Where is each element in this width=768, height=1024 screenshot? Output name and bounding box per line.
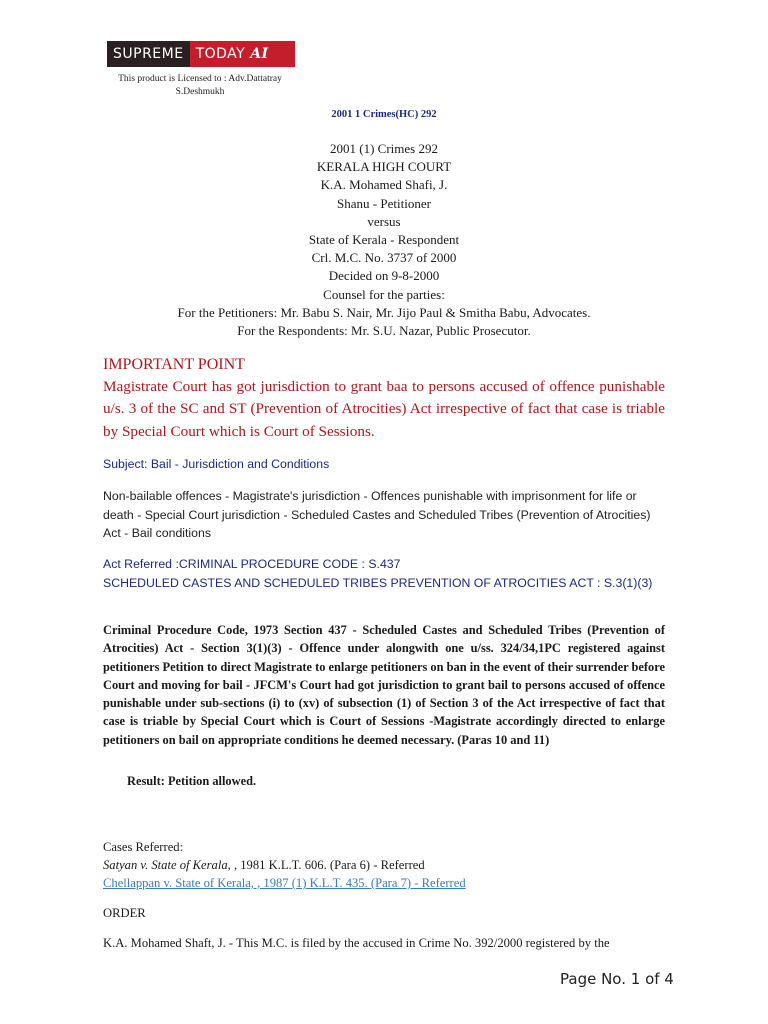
counsel-petitioners: For the Petitioners: Mr. Babu S. Nair, Mr. Jijo Paul & Smitha Babu, Advocates. bbox=[177, 304, 591, 320]
case-citation: 2001 (1) Crimes 292 bbox=[330, 141, 438, 156]
counsel-respondents: For the Respondents: Mr. S.U. Nazar, Public Prosecutor. bbox=[237, 323, 531, 339]
act-referred-line-2: SCHEDULED CASTES AND SCHEDULED TRIBES PREVENTION OF ATROCITIES ACT : S.3(1)(3) bbox=[103, 575, 653, 590]
license-note bbox=[100, 73, 300, 99]
case-1-detail: , , 1981 K.L.T. 606. (Para 6) - Referred bbox=[227, 858, 425, 872]
subject-line: Subject: Bail - Jurisdiction and Conditions bbox=[103, 457, 330, 471]
act-referred-line-1: Act Referred :CRIMINAL PROCEDURE CODE : S.437 bbox=[103, 557, 401, 571]
result-line: Result: Petition allowed. bbox=[127, 774, 257, 788]
license-line-1: This product is Licensed to : Adv.Dattatray bbox=[118, 74, 282, 84]
court-name: KERALA HIGH COURT bbox=[316, 159, 452, 175]
order-text: K.A. Mohamed Shaft, J. - This M.C. is filed by the accused in Crime No. 392/2000 registered by the bbox=[103, 936, 610, 950]
logo-supreme-text: SUPREME bbox=[113, 46, 184, 62]
petitioner: Shanu - Petitioner bbox=[337, 195, 431, 211]
important-point-text: Magistrate Court has got jurisdiction to grant baa to persons accused of offence punishable u/s. 3 of the SC and ST (Prevention of Atrocities) Act irrespective of fact that case is triable by Special Court which is Court of Sessions. bbox=[103, 378, 665, 440]
cases-referred-title: Cases Referred: bbox=[103, 840, 184, 854]
headnote-paragraph: Criminal Procedure Code, 1973 Section 437 - Scheduled Castes and Scheduled Tribes (Prevention of Atrocities) Act - Section 3(1)(3) - Offence under alongwith one u/ss. 324/34,1PC registered against petitioners Petition to direct Magistrate to enlarge petitioners on ban in the event of their surrender before Court and moving for bail - JFCM's Court had got jurisdiction to grant bail to persons accused of offence punishable under sub-sections (i) to (xv) of subsection (1) of Section 3 of the Act irrespective of fact that case is triable by Special Court which is Court of Sessions -Magistrate accordingly directed to enlarge petitioners on bail on appropriate conditions he deemed necessary. (Paras 10 and 11) bbox=[103, 623, 665, 747]
versus: versus bbox=[367, 213, 401, 229]
citation-heading: 2001 1 Crimes(HC) 292 bbox=[331, 109, 437, 120]
counsel-heading: Counsel for the parties: bbox=[323, 286, 445, 302]
respondent: State of Kerala - Respondent bbox=[308, 232, 460, 248]
page-number: Page No. 1 of 4 bbox=[560, 970, 674, 988]
important-point-title: IMPORTANT POINT bbox=[103, 356, 245, 373]
judge-name: K.A. Mohamed Shafi, J. bbox=[320, 177, 448, 193]
supreme-today-logo bbox=[107, 41, 295, 67]
case-1-name: Satyan v. State of Kerala bbox=[103, 858, 228, 872]
decided-date: Decided on 9-8-2000 bbox=[328, 268, 440, 284]
case-header bbox=[0, 140, 768, 340]
order-heading: ORDER bbox=[103, 906, 146, 920]
case-number: Crl. M.C. No. 3737 of 2000 bbox=[311, 250, 457, 266]
case-reference-1 bbox=[103, 858, 425, 873]
acts-referred bbox=[103, 555, 668, 592]
license-line-2: S.Deshmukh bbox=[175, 87, 225, 97]
keywords-paragraph: Non-bailable offences - Magistrate's jurisdiction - Offences punishable with imprisonment for life or death - Special Court jurisdiction - Scheduled Castes and Scheduled Tribes (Prevention of Atrocities) Act - Bail conditions bbox=[103, 489, 651, 540]
logo-today-text: TODAY AI bbox=[190, 41, 295, 67]
case-reference-2-link[interactable]: Chellappan v. State of Kerala, , 1987 (1) K.L.T. 435. (Para 7) - Referred bbox=[103, 876, 466, 890]
